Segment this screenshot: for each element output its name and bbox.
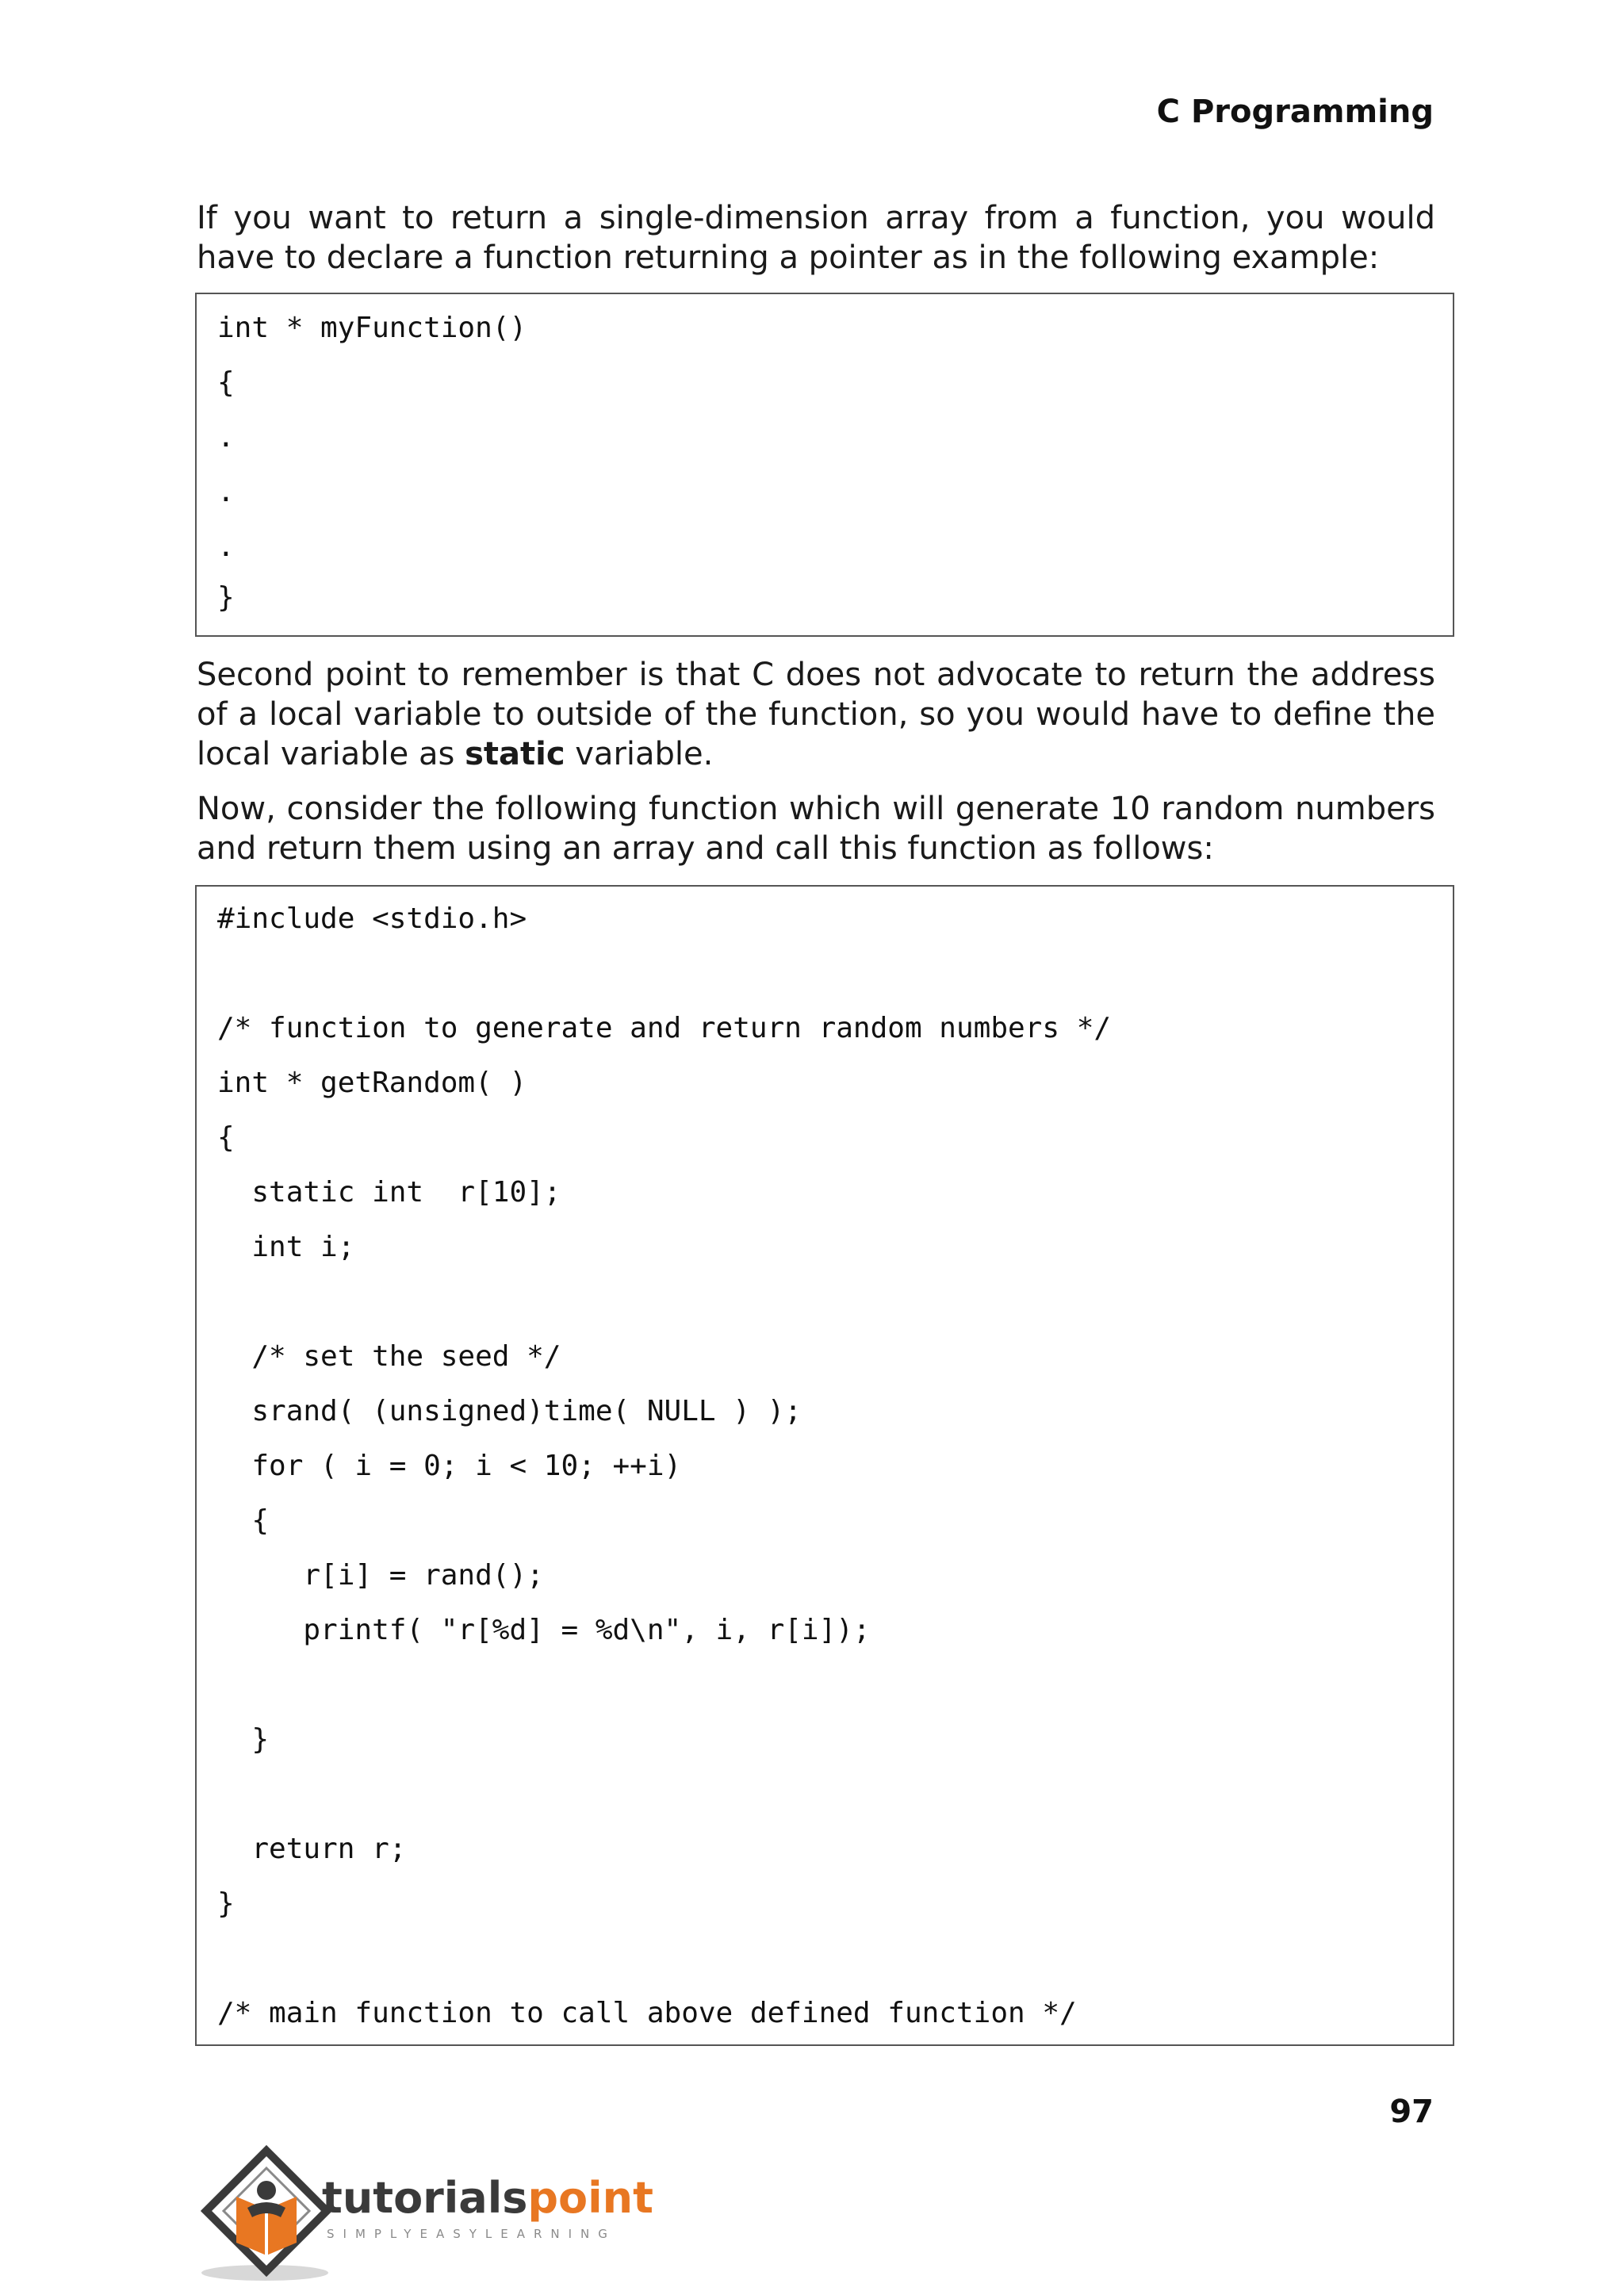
code-line: r[i] = rand(); [217, 1559, 544, 1592]
code-line: /* set the seed */ [217, 1340, 561, 1373]
code-line: int i; [217, 1231, 355, 1263]
code-line: srand( (unsigned)time( NULL ) ); [217, 1395, 802, 1427]
code-line: return r; [217, 1833, 407, 1865]
code-line: } [217, 1887, 235, 1920]
page-number: 97 [1389, 2094, 1434, 2130]
code-line: /* main function to call above defined function */ [217, 1997, 1077, 2029]
code-line: } [217, 1723, 270, 1756]
running-header: C Programming [1156, 94, 1434, 130]
logo-tagline: SIMPLYEASYLEARNING [327, 2227, 616, 2241]
logo-wordmark: tutorialspoint [322, 2173, 653, 2223]
code-line: . [217, 476, 235, 508]
code-block-getrandom [195, 885, 1454, 2046]
keyword-static: static [465, 736, 565, 772]
code-line: for ( i = 0; i < 10; ++i) [217, 1450, 682, 1482]
paragraph-random-intro: Now, consider the following function which will generate 10 random numbers and return them using an array and call this function as follows: [197, 791, 1435, 867]
code-line: . [217, 531, 235, 563]
code-line: { [217, 1121, 235, 1154]
code-line: { [217, 1504, 270, 1537]
code-line: /* function to generate and return random numbers */ [217, 1012, 1112, 1044]
paragraph-intro: If you want to return a single-dimension array from a function, you would have to declare a function returning a pointer as in the following example: [197, 200, 1435, 276]
code-line: printf( "r[%d] = %d\n", i, r[i]); [217, 1614, 871, 1646]
code-line: . [217, 421, 235, 454]
code-line: int * myFunction() [217, 312, 527, 344]
code-line: } [217, 581, 235, 614]
code-line: { [217, 366, 235, 399]
code-line: static int r[10]; [217, 1176, 561, 1209]
tutorialspoint-logo [195, 2141, 653, 2284]
paragraph-static-note: Second point to remember is that C does not advocate to return the address of a local variable to outside of the function, so you would have to define the local variable as static variable. [197, 657, 1435, 772]
code-line: int * getRandom( ) [217, 1067, 527, 1099]
code-line: #include <stdio.h> [217, 902, 527, 935]
code-block-myfunction [195, 293, 1454, 637]
